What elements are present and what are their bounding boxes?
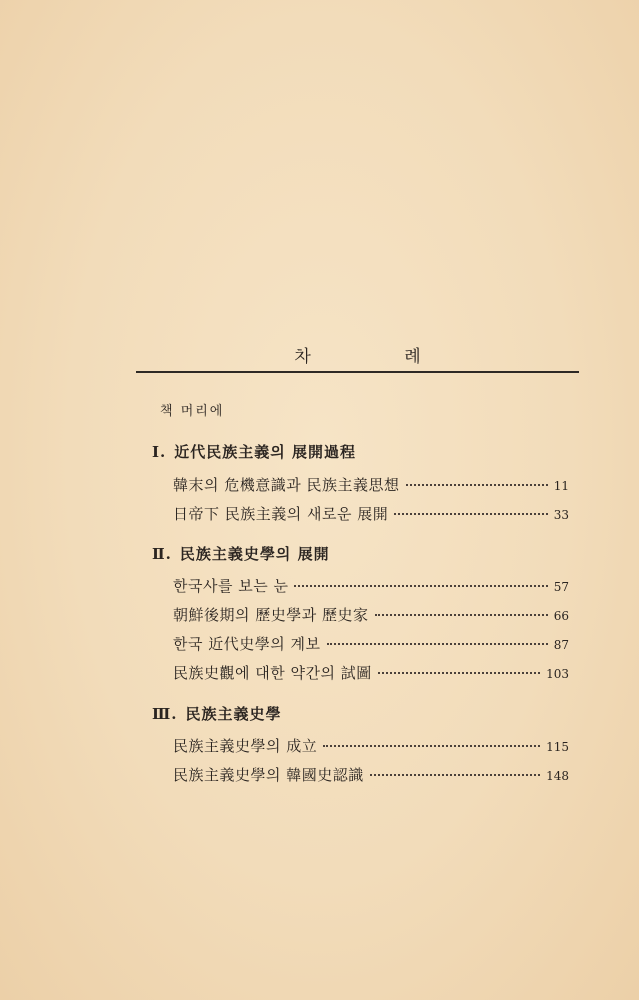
- preface-entry: 책 머리에: [160, 404, 225, 419]
- toc-entry: [173, 764, 569, 786]
- toc-entry: [173, 474, 569, 496]
- toc-entry: [173, 503, 569, 525]
- dot-leader: [406, 484, 548, 486]
- toc-entry: [173, 575, 569, 597]
- entry-page-number: 115: [546, 740, 569, 754]
- toc-entry: [173, 735, 569, 757]
- entry-title: 한국 近代史學의 계보: [173, 635, 321, 653]
- section-title: 近代民族主義의 展開過程: [174, 443, 356, 461]
- dot-leader: [327, 643, 548, 645]
- entry-title: 民族主義史學의 韓國史認識: [173, 766, 364, 784]
- section-numeral: Ⅲ.: [152, 705, 178, 723]
- entry-page-number: 66: [553, 609, 569, 623]
- title-rule: [136, 371, 579, 373]
- entry-page-number: 148: [546, 769, 569, 783]
- dot-leader: [323, 745, 540, 747]
- section-heading-2: [152, 543, 330, 564]
- dot-leader: [375, 614, 548, 616]
- entry-page-number: 103: [546, 667, 569, 681]
- section-heading-3: [152, 703, 282, 724]
- toc-entry: [173, 633, 569, 655]
- section-numeral: Ⅰ.: [152, 443, 167, 461]
- toc-title: 차 례: [294, 347, 465, 367]
- entry-page-number: 87: [553, 638, 569, 652]
- entry-page-number: 33: [553, 508, 569, 522]
- entry-title: 日帝下 民族主義의 새로운 展開: [173, 505, 389, 523]
- section-title: 民族主義史學: [185, 705, 282, 723]
- entry-title: 韓末의 危機意識과 民族主義思想: [173, 476, 400, 494]
- section-numeral: Ⅱ.: [152, 545, 172, 563]
- dot-leader: [370, 774, 540, 776]
- toc-entry: [173, 604, 569, 626]
- entry-title: 民族史觀에 대한 약간의 試圖: [173, 664, 372, 682]
- entry-page-number: 11: [553, 479, 569, 493]
- entry-title: 한국사를 보는 눈: [173, 577, 289, 595]
- dot-leader: [294, 585, 547, 587]
- dot-leader: [394, 513, 547, 515]
- section-heading-1: [152, 441, 356, 462]
- dot-leader: [378, 672, 540, 674]
- toc-entry: [173, 662, 569, 684]
- section-title: 民族主義史學의 展開: [179, 545, 330, 563]
- entry-page-number: 57: [553, 580, 569, 594]
- entry-title: 朝鮮後期의 歷史學과 歷史家: [173, 606, 369, 624]
- entry-title: 民族主義史學의 成立: [173, 737, 318, 755]
